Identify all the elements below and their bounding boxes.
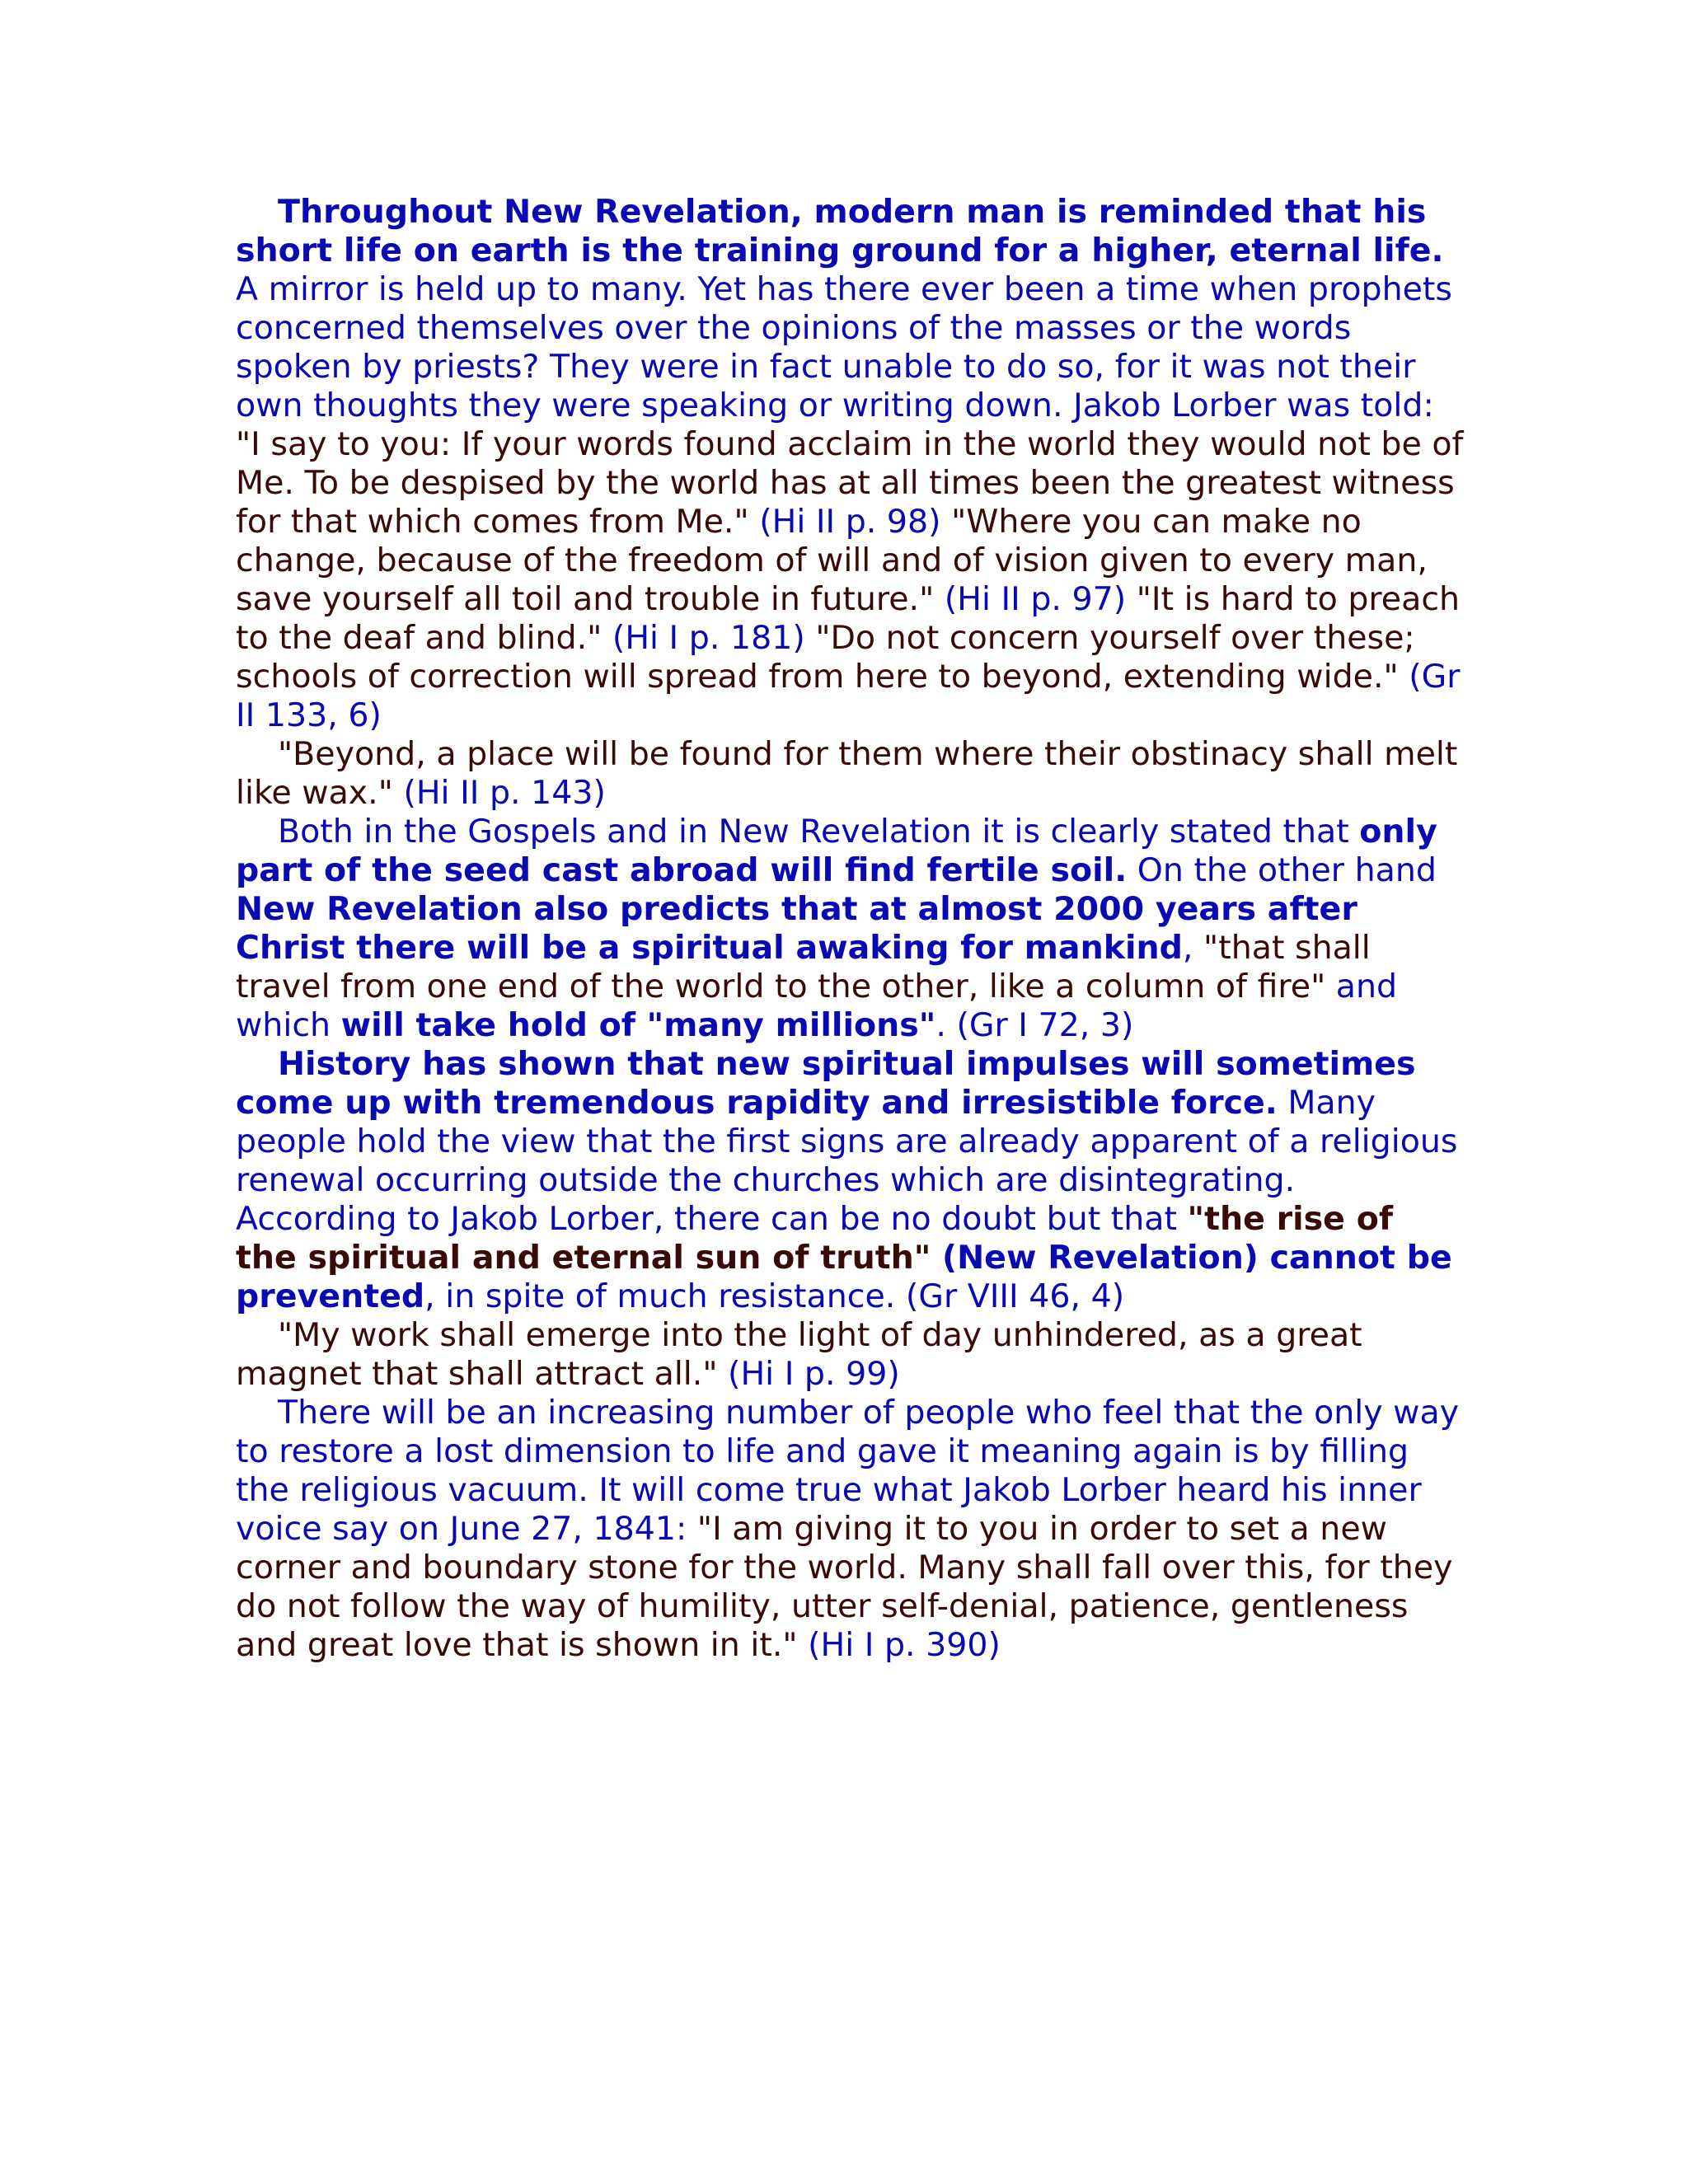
quote-run: "the rise of the spiritual and eternal sun of truth" — [236, 1200, 1394, 1277]
quote-run: "that shall travel from one end of the world to the other, like a column of fire" — [236, 929, 1371, 1005]
citation-run: (Hi I p. 181) — [602, 619, 816, 657]
text-run: Many people hold the view that the first signs are already apparent of a religious renewal occurring outside the churches which are disintegrating. According to Jakob Lorber, there can be no doubt but that — [236, 1084, 1458, 1238]
text-run: Throughout New Revelation, modern man is reminded that his short life on earth is the training ground for a higher, eternal life. — [236, 193, 1444, 269]
text-run: and which — [236, 968, 1398, 1044]
text-run: Both in the Gospels and in New Revelation it is clearly stated that — [278, 813, 1360, 851]
text-run: On the other hand — [1127, 851, 1437, 889]
paragraph-4 — [236, 1045, 1464, 1316]
text-run: only part of the seed cast abroad will find fertile soil. — [236, 813, 1437, 889]
citation-run: (Gr II 133, 6) — [236, 658, 1461, 734]
paragraph-6 — [236, 1394, 1464, 1665]
document-body — [236, 193, 1464, 1665]
text-run: New Revelation also predicts that at almost 2000 years after Christ there will be a spiritual awaking for mankind — [236, 890, 1357, 967]
citation-run: , in spite of much resistance. (Gr VIII 46, 4) — [424, 1277, 1125, 1315]
paragraph-5 — [236, 1316, 1464, 1394]
paragraph-3 — [236, 813, 1464, 1045]
text-run: History has shown that new spiritual impulses will sometimes come up with tremendous rapidity and irresistible force. — [236, 1045, 1416, 1122]
quote-run: "Do not concern yourself over these; schools of correction will spread from here to beyond, extending wide." — [236, 619, 1415, 696]
text-run: A mirror is held up to many. Yet has there ever been a time when prophets concerned themselves over the opinions of the masses or the words spoken by priests? They were in fact unable to do so, for it was not their own thoughts they were speaking or writing down. Jakob Lorber was told: — [236, 270, 1452, 424]
paragraph-1 — [236, 193, 1464, 735]
citation-run: (Hi I p. 390) — [797, 1626, 1001, 1664]
citation-run: (Hi I p. 99) — [717, 1355, 900, 1393]
quote-run: "It is hard to preach to the deaf and blind." — [236, 580, 1461, 657]
text-run: There will be an increasing number of people who feel that the only way to restore a lost dimension to life and gave it meaning again is by filling the religious vacuum. It will come true what Jakob Lorber heard his inner voice say on June 27, 1841: — [236, 1394, 1460, 1548]
citation-run: (Hi II p. 143) — [392, 774, 606, 812]
citation-run: (Hi II p. 98) — [748, 503, 952, 541]
quote-run: "Beyond, a place will be found for them where their obstinacy shall melt like wax." — [236, 735, 1458, 812]
text-run: (New Revelation) cannot be prevented — [236, 1239, 1452, 1315]
quote-run: "I say to you: If your words found acclaim in the world they would not be of Me. To be despised by the world has at all times been the greatest witness for that which comes from Me." — [236, 425, 1464, 541]
paragraph-2 — [236, 735, 1464, 813]
quote-run: "I am giving it to you in order to set a new corner and boundary stone for the world. Many shall fall over this, for they do not follow the way of humility, utter self-denial, patience, gentleness and great love that is shown in it." — [236, 1510, 1453, 1664]
quote-run: "Where you can make no change, because of the freedom of will and of vision given to every man, save yourself all toil and trouble in future." — [236, 503, 1428, 618]
text-run: will take hold of "many millions" — [340, 1006, 936, 1044]
citation-run: . (Gr I 72, 3) — [935, 1006, 1134, 1044]
text-run: , — [1182, 929, 1204, 967]
quote-run: "My work shall emerge into the light of day unhindered, as a great magnet that shall attract all." — [236, 1316, 1362, 1393]
citation-run: (Hi II p. 97) — [934, 580, 1137, 618]
